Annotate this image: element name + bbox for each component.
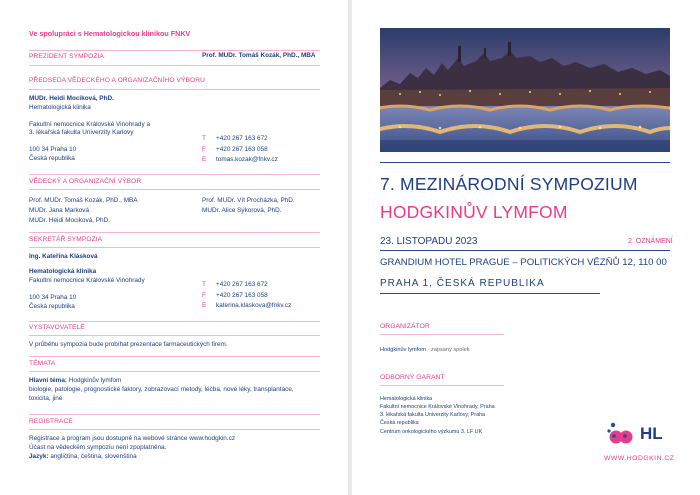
committee-label: VĚDECKÝ A ORGANIZAČNÍ VÝBOR (29, 178, 142, 185)
guarantor-line: Česká republika (380, 420, 419, 426)
registration-language: Jazyk: angličtina, čeština, slovenština (29, 453, 137, 460)
divider (380, 293, 600, 294)
committee-member: MUDr. Jana Marková (29, 207, 90, 214)
secretary-label: SEKRETÁŘ SYMPOZIA (29, 236, 103, 243)
committee-member: MUDr. Heidi Mociková, PhD. (29, 217, 110, 224)
city: PRAHA 1, ČESKÁ REPUBLIKA (380, 278, 545, 289)
divider (29, 189, 320, 190)
organizer-name: Hodgkinův lymfom - zapsaný spolek (380, 347, 470, 353)
registration-fee: Účast na vědeckém sympoziu není zpoplatněna. (29, 444, 167, 451)
chair-address-2: Česká republika (29, 155, 75, 162)
organizer-label: ORGANIZÁTOR (380, 323, 430, 330)
secretary-hospital: Fakultní nemocnice Královské Vinohrady (29, 277, 145, 284)
chair-address-1: 100 34 Praha 10 (29, 146, 77, 153)
guarantor-line: Hematologická klinika (380, 396, 433, 402)
secretary-dept: Hematologická klinika (29, 268, 97, 275)
secretary-address-1: 100 34 Praha 10 (29, 294, 77, 301)
chair-fax: F +420 267 163 058 (202, 146, 268, 153)
chair-name: MUDr. Heidi Mociková, PhD. (29, 95, 114, 102)
divider (29, 321, 320, 322)
topics-list-cont: toxicita, jiné (29, 395, 63, 402)
chair-label: PŘEDSEDA VĚDECKÉHO A ORGANIZAČNÍHO VÝBORU (29, 77, 205, 84)
registration-text: Registrace a program jsou dostupné na webové stránce www.hodgkin.cz (29, 435, 236, 442)
symposium-subtitle: HODGKINŮV LYMFOM (380, 202, 568, 222)
divider (29, 247, 320, 248)
right-page (352, 0, 700, 495)
left-page (0, 0, 348, 495)
divider (29, 429, 320, 430)
guarantor-line: 3. lékařská fakulta Univerzity Karlovy, Praha (380, 412, 486, 418)
secretary-fax: F +420 267 163 058 (202, 292, 268, 299)
divider (29, 356, 320, 357)
divider (29, 371, 320, 372)
hl-logo (606, 421, 676, 447)
registration-label: REGISTRACE (29, 418, 73, 425)
hl-logo-icon (606, 421, 636, 447)
prague-bridges-photo (380, 28, 670, 152)
topics-list: biologie, patologie, prognostické faktory, zobrazovací metody, léčba, nové léky, transplantace, (29, 386, 294, 393)
event-date: 23. LISTOPADU 2023 (380, 236, 478, 247)
secretary-phone: T +420 267 163 672 (202, 281, 268, 288)
divider (29, 232, 320, 233)
secretary-address-2: Česká republika (29, 303, 75, 310)
chair-phone: T +420 267 163 672 (202, 135, 268, 142)
exhibitors-label: VYSTAVOVATELÉ (29, 324, 85, 331)
chair-faculty: 3. lékařská fakulta Univerzity Karlovy (29, 129, 134, 136)
president-label: PREZIDENT SYMPOZIA (29, 53, 104, 60)
divider (29, 89, 320, 90)
chair-email[interactable]: E tomas.kozak@fnkv.cz (202, 156, 278, 163)
guarantor-line: Centrum onkologického výzkumu 3. LF UK (380, 429, 483, 435)
committee-member: Prof. MUDr. Tomáš Kozák, PhD., MBA (29, 197, 138, 204)
committee-member: MUDr. Alice Sýkorová, PhD. (202, 207, 282, 214)
topics-main: Hlavní téma: Hodgkinův lymfom (29, 377, 122, 384)
president-name: Prof. MUDr. Tomáš Kozák, PhD., MBA (202, 52, 316, 59)
website-link[interactable]: WWW.HODGKIN.CZ (604, 455, 675, 462)
divider (380, 385, 504, 386)
secretary-email[interactable]: E katerina.klaskova@fnkv.cz (202, 302, 292, 309)
cooperation-header: Ve spolupráci s Hematologickou klinikou FNKV (29, 29, 191, 38)
announcement-number: 2. OZNÁMENÍ (628, 238, 673, 245)
symposium-title: 7. MEZINÁRODNÍ SYMPOZIUM (380, 174, 638, 194)
exhibitors-text: V průběhu sympozia bude probíhat prezentace farmaceutických firem. (29, 341, 228, 348)
topics-label: TÉMATA (29, 360, 56, 367)
divider (380, 334, 504, 335)
divider (380, 162, 670, 163)
logo-text: HL (640, 424, 663, 443)
committee-member: Prof. MUDr. Vít Procházka, PhD. (202, 197, 295, 204)
divider (29, 65, 320, 66)
chair-hospital: Fakultní nemocnice Královské Vinohrady a (29, 121, 151, 128)
divider (29, 174, 320, 175)
divider (29, 50, 320, 51)
secretary-name: Ing. Kateřina Klásková (29, 253, 98, 260)
chair-dept: Hematologická klinika (29, 104, 91, 111)
divider (29, 335, 320, 336)
guarantor-label: ODBORNÝ GARANT (380, 374, 445, 381)
divider (29, 414, 320, 415)
venue: GRANDIUM HOTEL PRAGUE – POLITICKÝCH VĚZŇŮ 12, 110 00 (380, 257, 667, 268)
guarantor-line: Fakultní nemocnice Královské Vinohrady, Praha (380, 404, 495, 410)
divider (380, 250, 670, 251)
